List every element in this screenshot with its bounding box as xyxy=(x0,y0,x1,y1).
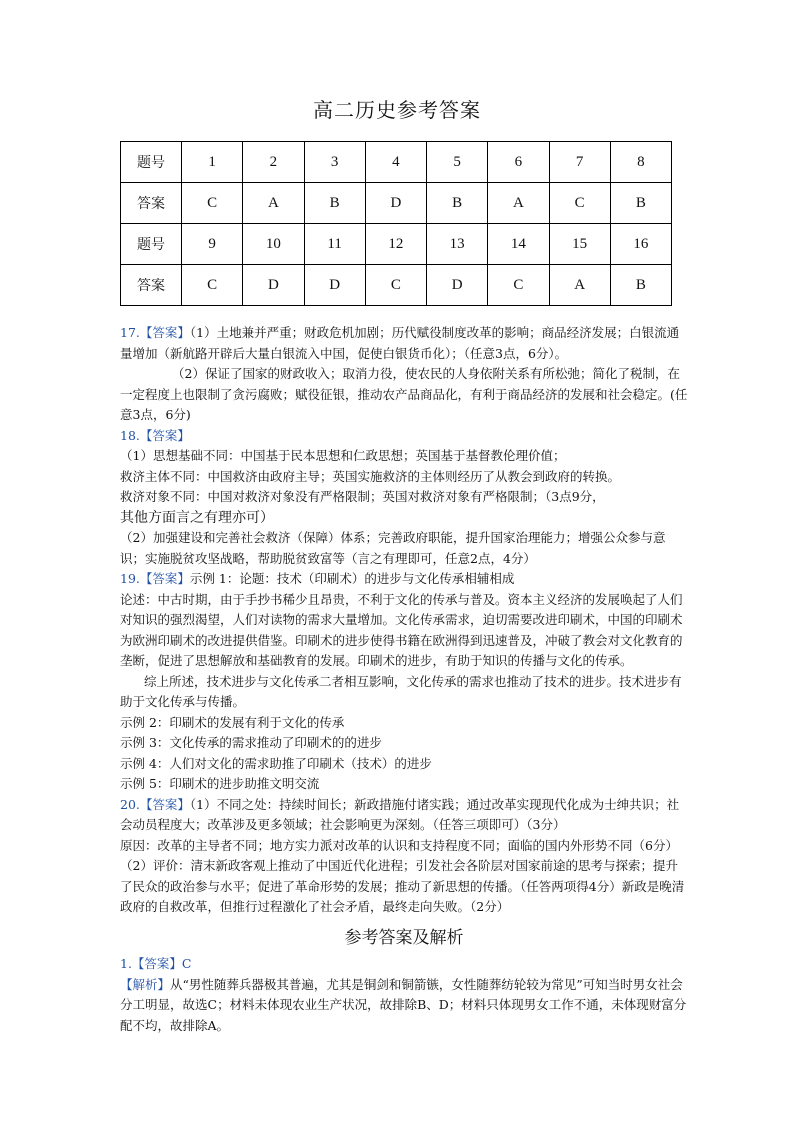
table-cell: B xyxy=(610,265,671,306)
table-cell: 14 xyxy=(488,224,549,265)
table-row xyxy=(121,183,672,224)
q17-p1: 17.【答案】（1）土地兼并严重；财政危机加剧；历代赋役制度改革的影响；商品经济发展；白银流通量增加（新航路开辟后大量白银流入中国，促使白银货币化）；（任意3点，6分）。 xyxy=(120,325,680,361)
row-label: 答案 xyxy=(121,265,182,306)
row-label: 题号 xyxy=(121,224,182,265)
table-cell: A xyxy=(243,183,304,224)
q18-p4: （2）加强建设和完善社会救济（保障）体系；完善政府职能，提升国家治理能力；增强公众参与意识；实施脱贫攻坚战略，帮助脱贫致富等（言之有理即可，任意2点，4分） xyxy=(120,530,666,566)
q18-prefix: 18.【答案】 xyxy=(120,427,190,443)
table-cell: 4 xyxy=(365,142,426,183)
q17-prefix: 17.【答案】 xyxy=(120,325,190,340)
table-cell: B xyxy=(427,183,488,224)
table-cell: B xyxy=(304,183,365,224)
analysis-q1-prefix: 1.【答案】C xyxy=(120,956,192,971)
q20-prefix: 20.【答案】 xyxy=(120,796,190,812)
table-cell: 8 xyxy=(610,142,671,183)
table-cell: 11 xyxy=(304,224,365,265)
table-cell: 5 xyxy=(427,142,488,183)
table-cell: C xyxy=(182,183,243,224)
q19-prefix: 19.【答案】 xyxy=(120,571,190,586)
table-cell: 10 xyxy=(243,224,304,265)
table-cell: 6 xyxy=(488,142,549,183)
answer-body xyxy=(120,323,688,1036)
table-cell: 7 xyxy=(549,142,610,183)
analysis-q1-text: 【解析】从“男性随葬兵器极其普遍，尤其是铜剑和铜箭镞，女性随葬纺轮较为常见”可知当时男女社会分工明显，故选C；材料未体现农业生产状况，故排除B、D；材料只体现男女工作不通，未体现财富分配不均，故排除A。 xyxy=(120,976,687,1033)
q17-p2: （2）保证了国家的财政收入；取消力役，使农民的人身依附关系有所松弛；简化了税制，在一定程度上也限制了贪污腐败；赋役征银，推动农产品商品化，有利于商品经济的发展和社会稳定。(任意3点，6分) xyxy=(120,366,688,422)
table-cell: 13 xyxy=(427,224,488,265)
q20-p2: 原因：改革的主导者不同；地方实力派对改革的认识和支持程度不同；面临的国内外形势不同（6分） xyxy=(120,837,678,853)
table-cell: C xyxy=(182,265,243,306)
page-title: 高二历史参考答案 xyxy=(313,98,481,122)
table-cell: B xyxy=(610,183,671,224)
q19-p6: 示例 4：人们对文化的需求助推了印刷术（技术）的进步 xyxy=(120,755,432,771)
q18-p1: （1）思想基础不同：中国基于民本思想和仁政思想；英国基于基督教伦理价值； xyxy=(120,448,566,463)
q19-p7: 示例 5：印刷术的进步助推文明交流 xyxy=(120,776,320,791)
row-label: 答案 xyxy=(121,183,182,224)
table-cell: C xyxy=(365,265,426,306)
q19-p2: 论述：中古时期，由于手抄书稀少且昂贵，不利于文化的传承与普及。资本主义经济的发展唤起了人们对知识的强烈渴望，人们对读物的需求大量增加。文化传承需求，迫切需要改进印刷术，中国的印刷术为欧洲印刷术的改进提供借鉴。印刷术的进步使得书籍在欧洲得到迅速普及，冲破了教会对文化教育的垄断，促进了思想解放和基础教育的发展。印刷术的进步，有助于知识的传播与文化的传承。 xyxy=(120,591,683,668)
table-cell: 3 xyxy=(304,142,365,183)
analysis-title: 参考答案及解析 xyxy=(344,927,464,948)
table-cell: A xyxy=(549,265,610,306)
table-cell: 9 xyxy=(182,224,243,265)
q20-p1: 20.【答案】（1）不同之处：持续时间长；新政措施付诸实践；通过改革实现现代化成为士绅共识；社会动员程度大；改革涉及更多领域；社会影响更为深刻。（任答三项即可）（3分） xyxy=(120,796,680,832)
table-cell: 2 xyxy=(243,142,304,183)
q19-p3: 综上所述，技术进步与文化传承二者相互影响，文化传承的需求也推动了技术的进步。技术进步有助于文化传承与传播。 xyxy=(120,673,682,709)
q19-p4: 示例 2：印刷术的发展有利于文化的传承 xyxy=(120,714,345,730)
answer-table xyxy=(120,141,672,306)
q19-p1: 19.【答案】示例 1：论题：技术（印刷术）的进步与文化传承相辅相成 xyxy=(120,571,515,586)
table-cell: 1 xyxy=(182,142,243,183)
table-cell: 16 xyxy=(610,224,671,265)
q18-p2: 救济主体不同：中国救济由政府主导；英国实施救济的主体则经历了从教会到政府的转换。 xyxy=(120,468,621,484)
q19-p5: 示例 3：文化传承的需求推动了印刷术的的进步 xyxy=(120,735,382,750)
q18-p3b: 其他方面言之有理亦可） xyxy=(120,509,274,526)
table-cell: D xyxy=(243,265,304,306)
table-cell: A xyxy=(488,183,549,224)
table-cell: C xyxy=(488,265,549,306)
table-cell: D xyxy=(427,265,488,306)
table-cell: D xyxy=(365,183,426,224)
table-cell: C xyxy=(549,183,610,224)
table-cell: 15 xyxy=(549,224,610,265)
table-cell: 12 xyxy=(365,224,426,265)
row-label: 题号 xyxy=(121,142,182,183)
q18-heading xyxy=(120,426,688,447)
table-row xyxy=(121,265,672,306)
q18-p3: 救济对象不同：中国对救济对象没有严格限制；英国对救济对象有严格限制；（3点9分， xyxy=(120,489,605,504)
table-row xyxy=(121,224,672,265)
q20-p3: （2）评价：清末新政客观上推动了中国近代化进程；引发社会各阶层对国家前途的思考与探索；提升了民众的政治参与水平；促进了革命形势的发展；推动了新思想的传播。（任答两项得4分）新政是晚清政府的自救改革，但推行过程激化了社会矛盾，最终走向失败。（2分） xyxy=(120,858,685,914)
analysis-label: 【解析】 xyxy=(120,976,171,992)
table-cell: D xyxy=(304,265,365,306)
table-row xyxy=(121,142,672,183)
